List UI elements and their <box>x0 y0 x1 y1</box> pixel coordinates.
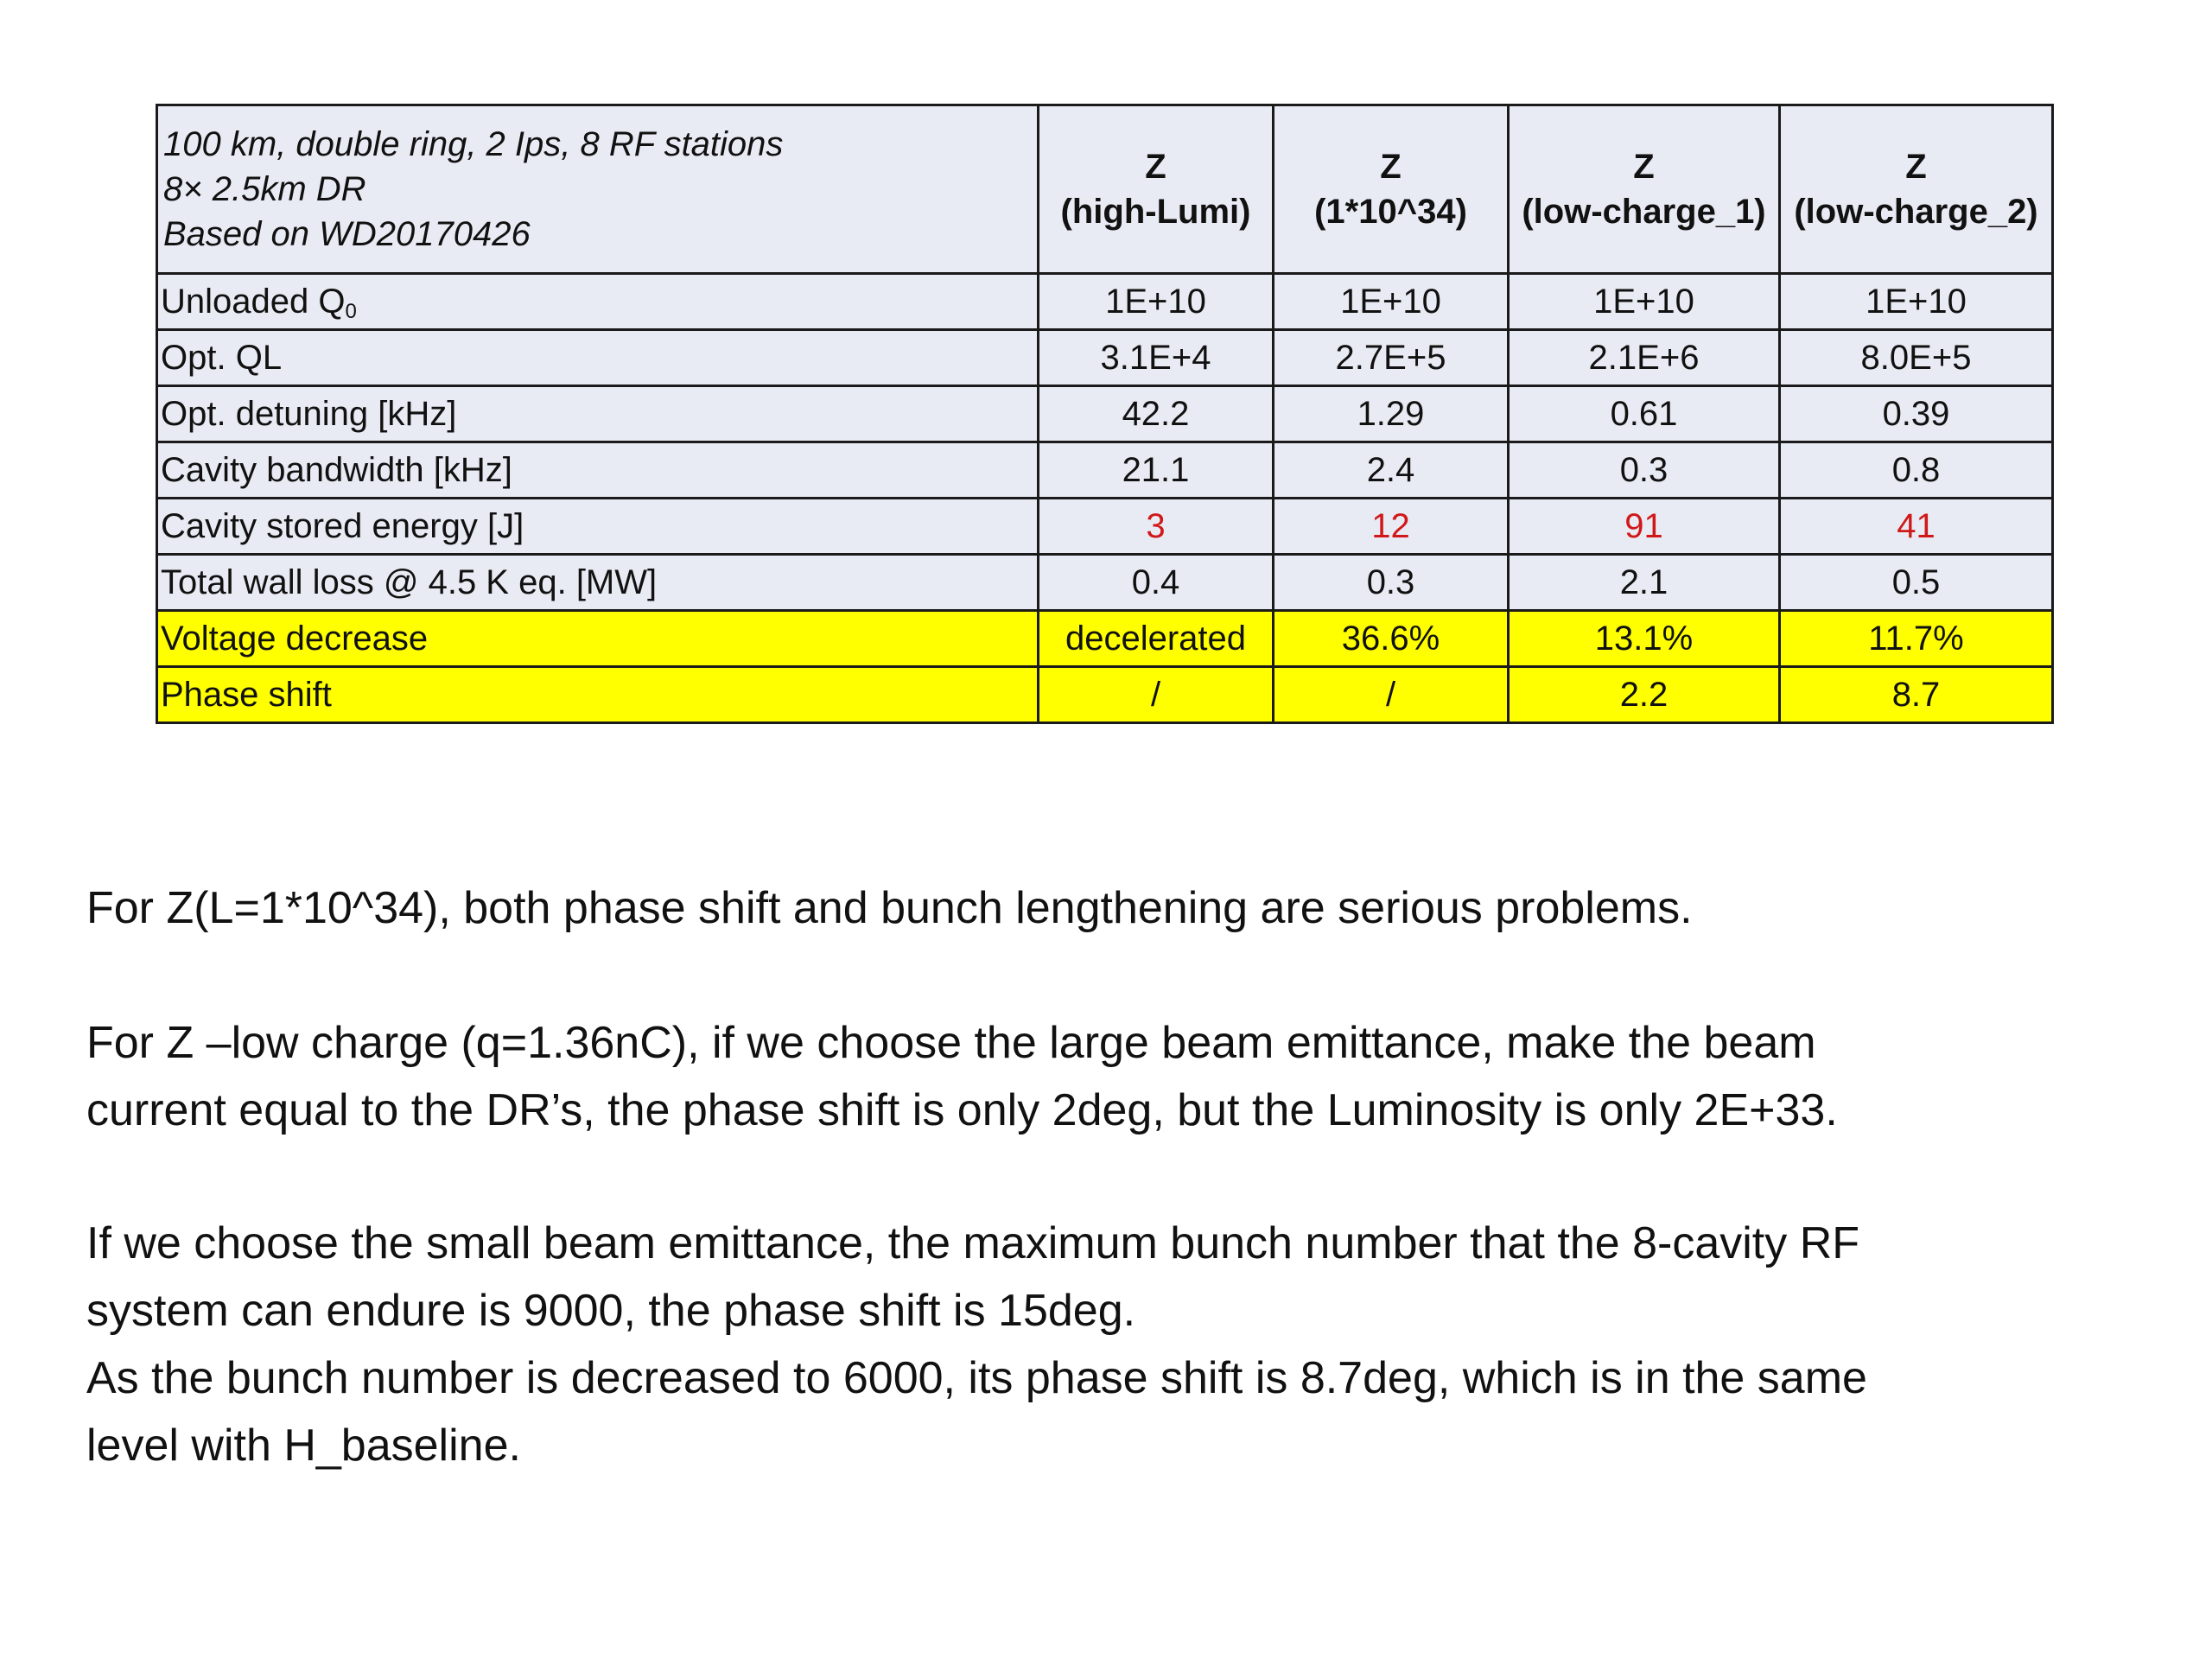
table-cell: 36.6% <box>1274 611 1509 667</box>
table-row-cavity-stored-energy <box>157 499 2053 555</box>
column-header-line1: Z <box>1380 148 1402 186</box>
table-row-voltage-decrease <box>157 611 2053 667</box>
table-cell: 21.1 <box>1039 442 1274 499</box>
description-line: Based on WD20170426 <box>163 215 531 253</box>
paragraph-line: level with H_baseline. <box>86 1421 521 1471</box>
row-label <box>157 274 1039 330</box>
table-cell: 13.1% <box>1509 611 1780 667</box>
row-label-subscript: 0 <box>345 300 357 323</box>
table-cell: 42.2 <box>1039 386 1274 442</box>
row-label: Opt. detuning [kHz] <box>157 386 1039 442</box>
column-header-1e34 <box>1274 105 1509 274</box>
row-label: Voltage decrease <box>157 611 1039 667</box>
column-header-line2: (low-charge_1) <box>1522 193 1766 231</box>
column-header-line2: (high-Lumi) <box>1060 193 1251 231</box>
paragraph-phase-shift-problem <box>86 874 2160 942</box>
table-row-opt-ql <box>157 330 2053 386</box>
description-line: 8× 2.5km DR <box>163 170 366 208</box>
paragraph-line: system can endure is 9000, the phase shift is 15deg. <box>86 1286 1136 1336</box>
table-header-row <box>157 105 2053 274</box>
table-cell: 8.0E+5 <box>1780 330 2053 386</box>
table-cell: 0.8 <box>1780 442 2053 499</box>
paragraph-small-emittance <box>86 1210 2160 1479</box>
paragraph-line: As the bunch number is decreased to 6000, its phase shift is 8.7deg, which is in the same <box>86 1353 1867 1403</box>
table-cell: 1E+10 <box>1039 274 1274 330</box>
row-label: Total wall loss @ 4.5 K eq. [MW] <box>157 555 1039 611</box>
paragraph-line: current equal to the DR’s, the phase shift is only 2deg, but the Luminosity is only 2E+33. <box>86 1085 1838 1135</box>
column-header-line1: Z <box>1633 148 1655 186</box>
column-header-line2: (low-charge_2) <box>1794 193 2038 231</box>
table-cell: 2.1 <box>1509 555 1780 611</box>
table-cell: 2.4 <box>1274 442 1509 499</box>
paragraph-line: For Z –low charge (q=1.36nC), if we choose the large beam emittance, make the beam <box>86 1018 1816 1068</box>
table-row-cavity-bandwidth <box>157 442 2053 499</box>
column-header-low-charge-2 <box>1780 105 2053 274</box>
table-cell: 1.29 <box>1274 386 1509 442</box>
table-cell: 0.3 <box>1509 442 1780 499</box>
table-cell: 3 <box>1039 499 1274 555</box>
table-cell: 8.7 <box>1780 667 2053 723</box>
table-row-opt-detuning <box>157 386 2053 442</box>
column-header-line2: (1*10^34) <box>1314 193 1467 231</box>
table-cell: 12 <box>1274 499 1509 555</box>
row-label: Cavity bandwidth [kHz] <box>157 442 1039 499</box>
paragraph-line: For Z(L=1*10^34), both phase shift and bunch lengthening are serious problems. <box>86 883 1693 933</box>
description-line: 100 km, double ring, 2 Ips, 8 RF stations <box>163 125 784 163</box>
row-label: Opt. QL <box>157 330 1039 386</box>
table-cell: 11.7% <box>1780 611 2053 667</box>
table-cell: / <box>1039 667 1274 723</box>
column-header-low-charge-1 <box>1509 105 1780 274</box>
paragraph-low-charge <box>86 1009 2160 1144</box>
column-header-high-lumi <box>1039 105 1274 274</box>
paragraph-line: If we choose the small beam emittance, the maximum bunch number that the 8-cavity RF <box>86 1218 1860 1268</box>
column-header-line1: Z <box>1905 148 1927 186</box>
column-header-line1: Z <box>1145 148 1166 186</box>
row-label: Cavity stored energy [J] <box>157 499 1039 555</box>
table-cell: 91 <box>1509 499 1780 555</box>
table-cell: 1E+10 <box>1780 274 2053 330</box>
table-cell: 0.39 <box>1780 386 2053 442</box>
table-row-phase-shift <box>157 667 2053 723</box>
table-cell: / <box>1274 667 1509 723</box>
row-label: Phase shift <box>157 667 1039 723</box>
table-cell: 0.3 <box>1274 555 1509 611</box>
parameters-table <box>156 104 2054 724</box>
table-cell: 0.5 <box>1780 555 2053 611</box>
table-cell: 1E+10 <box>1274 274 1509 330</box>
row-label-text: Unloaded Q <box>161 283 346 321</box>
table-row-unloaded-q0 <box>157 274 2053 330</box>
table-cell: 2.1E+6 <box>1509 330 1780 386</box>
table-cell: decelerated <box>1039 611 1274 667</box>
table-cell: 0.4 <box>1039 555 1274 611</box>
table-cell: 2.7E+5 <box>1274 330 1509 386</box>
table-description-cell <box>157 105 1039 274</box>
table-cell: 2.2 <box>1509 667 1780 723</box>
table-cell: 3.1E+4 <box>1039 330 1274 386</box>
table-cell: 41 <box>1780 499 2053 555</box>
table-cell: 1E+10 <box>1509 274 1780 330</box>
table-row-total-wall-loss <box>157 555 2053 611</box>
table-cell: 0.61 <box>1509 386 1780 442</box>
